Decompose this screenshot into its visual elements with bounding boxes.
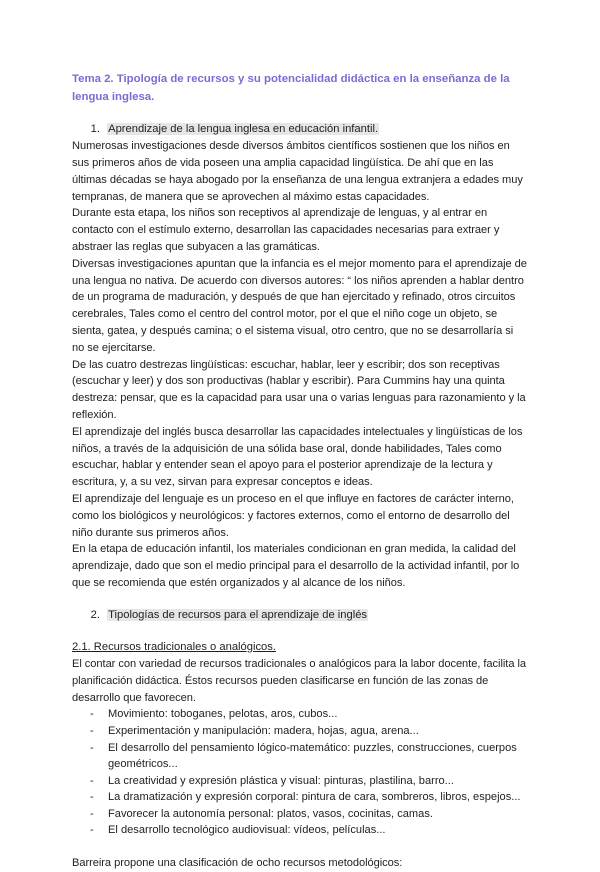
section-1-title: Aprendizaje de la lengua inglesa en educación infantil.: [108, 123, 379, 135]
list-item: - Movimiento: toboganes, pelotas, aros, cubos...: [72, 706, 528, 723]
subsection-intro: El contar con variedad de recursos tradicionales o analógicos para la labor docente, facilita la planificación didáctica. Éstos recursos pueden clasificarse en función de las zonas de desarrollo que favorecen.: [72, 657, 527, 704]
paragraph: El aprendizaje del lenguaje es un proceso en el que influye en factores de carácter interno, como los biológicos y neurológicos: y factores externos, como el entorno de desarrollo del niño durante sus primeros años.: [72, 492, 514, 539]
list-item: - La dramatización y expresión corporal: pintura de cara, sombreros, libros, espejos...: [72, 789, 528, 806]
dash-marker: -: [90, 807, 94, 820]
closing-paragraph: Barreira propone una clasificación de ocho recursos metodológicos:: [72, 857, 403, 870]
list-item: - El desarrollo del pensamiento lógico-matemático: puzzles, construcciones, cuerpos geométricos...: [90, 741, 517, 771]
paragraph: De las cuatro destrezas lingüísticas: escuchar, hablar, leer y escribir; dos son receptivas (escuchar y leer) y dos son productivas (hablar y escribir). Para Cummins hay una quinta destreza: pensar, que es la capacidad para usar una o varias lenguas para razonamiento y la reflexión.: [72, 358, 526, 421]
dash-marker: -: [90, 774, 94, 787]
dash-marker: -: [90, 724, 94, 737]
list-item: - El desarrollo tecnológico audiovisual: vídeos, películas...: [72, 822, 528, 839]
document-title: Tema 2. Tipología de recursos y su potencialidad didáctica en la enseñanza de la lengua inglesa.: [72, 73, 510, 103]
paragraph: El aprendizaje del inglés busca desarrollar las capacidades intelectuales y lingüísticas de los niños, a través de la adquisición de una sólida base oral, donde habilidades, Tales como escuchar, hablar y entender sean el apoyo para el posterior aprendizaje de la lectura y escritura, y, a su vez, sirvan para expresar conceptos e ideas.: [72, 425, 523, 489]
dash-marker: -: [90, 824, 94, 837]
section-1-number: 1.: [90, 123, 100, 135]
paragraph: En la etapa de educación infantil, los materiales condicionan en gran medida, la calidad del aprendizaje, dado que son el medio principal para el desarrollo de la actividad infantil, por lo que se recomienda que estén organizados y al alcance de los niños.: [72, 543, 520, 589]
paragraph: Diversas investigaciones apuntan que la infancia es el mejor momento para el aprendizaje de una lengua no nativa. De acuerdo con diversos autores: “ los niños aprenden a hablar dentro de un programa de maduración, y después de que han ejercitado y refinado, otros circuitos cerebrales, Tales como el centro del control motor, por el que el niño coge un objeto, se sienta, gatea, y después camina; o el sistema visual, otro centro, que no se desarrollaría si no se ejercitarse.: [72, 257, 527, 354]
subsection-2-1-heading: 2.1. Recursos tradicionales o analógicos.: [72, 640, 276, 653]
list-item: - Favorecer la autonomía personal: platos, vasos, cocinitas, camas.: [72, 806, 528, 823]
list-item: - Experimentación y manipulación: madera, hojas, agua, arena...: [72, 723, 528, 740]
section-2-heading: [72, 607, 528, 624]
dash-marker: -: [90, 741, 94, 754]
section-2-number: 2.: [90, 608, 100, 621]
section-1-heading: [72, 121, 528, 138]
resource-list: [72, 706, 528, 839]
section-2-title: Tipologías de recursos para el aprendizaje de inglés: [108, 608, 368, 621]
document-page: [72, 71, 528, 872]
paragraph: Numerosas investigaciones desde diversos ámbitos científicos sostienen que los niños en sus primeros años de vida poseen una amplia capacidad lingüística. De ahí que en las últimas décadas se haya abogado por la enseñanza de una lengua extranjera a edades muy tempranas, de manera que se aprovechen al máximo estas capacidades.: [72, 140, 523, 203]
list-item: - La creatividad y expresión plástica y visual: pinturas, plastilina, barro...: [72, 773, 528, 790]
dash-marker: -: [90, 708, 94, 721]
paragraph: Durante esta etapa, los niños son receptivos al aprendizaje de lenguas, y al entrar en contacto con el estímulo externo, desarrollan las capacidades necesarias para extraer y abstraer las reglas que subyacen a las gramáticas.: [72, 207, 500, 253]
dash-marker: -: [90, 791, 94, 804]
